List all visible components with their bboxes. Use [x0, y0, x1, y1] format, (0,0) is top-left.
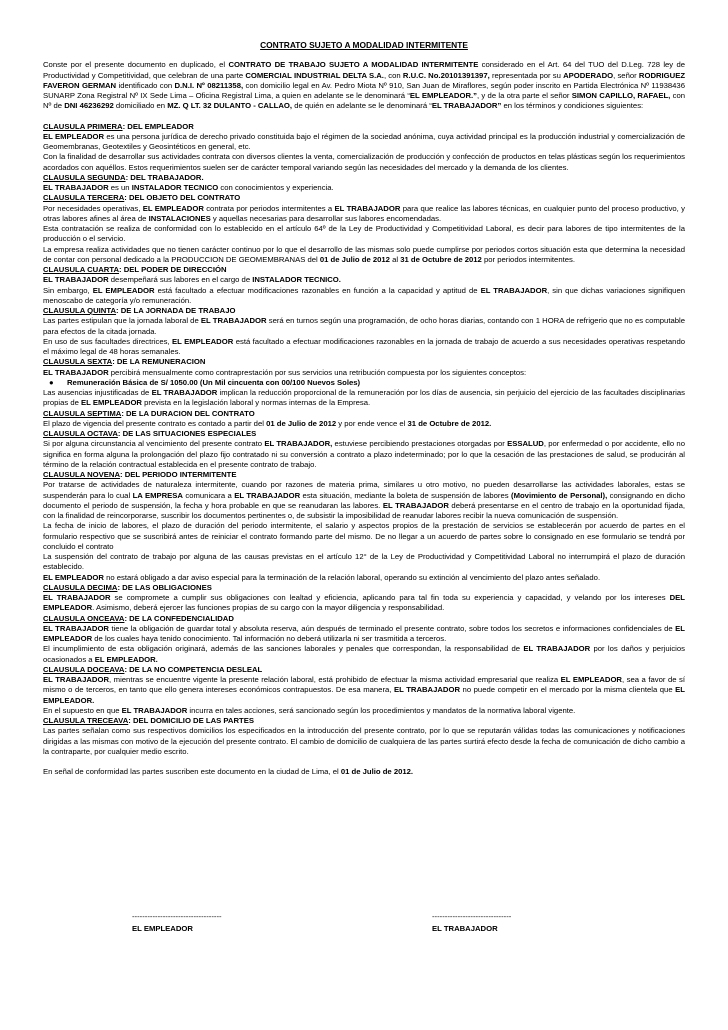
bold-text: APODERADO [563, 70, 614, 80]
text-run: con conocimientos y experiencia. [218, 183, 334, 192]
bold-text: INSTALACIONES [148, 213, 211, 223]
text-run: . Asimismo, deberá ejercer las funciones propias de su cargo con la mayor diligencia y responsabilidad. [92, 603, 445, 613]
text-run: , y de la otra parte el señor [476, 91, 572, 100]
clause-label: CLAUSULA TRECEAVA [43, 716, 129, 725]
clause-title: : DEL PODER DE DIRECCIÓN [119, 265, 227, 274]
clause-label: CLAUSULA SEGUNDA [43, 172, 126, 182]
bold-text: EL EMPLEADOR [172, 336, 234, 346]
clause-title: : DE LA CONFEDENCIALIDAD [124, 613, 234, 623]
bold-text: LA EMPRESA [132, 490, 183, 500]
signature-line: ----------------------------------- [132, 912, 222, 921]
text-run: En uso de sus facultades directrices, [43, 336, 173, 346]
clause-heading [43, 173, 685, 183]
bullet-text: Remuneración Básica de S/ 1050.00 (Un Mil cincuenta con 00/100 Nuevos Soles) [67, 377, 361, 387]
bold-text: EL EMPLEADOR [142, 203, 204, 213]
clause-paragraph [43, 593, 685, 614]
bold-text: EL EMPLEADOR.” [409, 91, 477, 100]
text-run: y aquellas necesarias para desarrollar sus labores encomendadas. [210, 213, 442, 223]
bold-text: 01 de Julio de 2012. [340, 767, 414, 776]
bold-text: EL TRABAJADOR, [264, 439, 333, 449]
clause-paragraph [43, 706, 685, 716]
text-run: contrata por periodos intermitentes a [203, 203, 335, 213]
signature-employer [132, 912, 222, 933]
text-run: se compromete a cumplir sus obligaciones con lealtad y eficiencia, aplicando para tal fin toda su experiencia y capacidad, y velando por los intereses [110, 593, 670, 602]
bold-text: SIMON CAPILLO, RAFAEL, [571, 91, 671, 100]
clause-paragraph [43, 245, 685, 266]
bold-text: R.U.C. No.20101391397, [402, 70, 490, 80]
bold-text: EL TRABAJADOR [43, 593, 111, 602]
text-run: incurra en tales acciones, será sancionado según los procedimientos y mandatos de la normativa laboral vigente. [187, 705, 576, 715]
text-run: será en turnos según una programación, de ocho horas diarias, contando con 1 HORA de refrigerio que no es computable para efectos de la citada jornada. [43, 316, 686, 336]
clause-paragraph [43, 573, 685, 583]
text-run: de quién en adelante se le denominará “ [292, 101, 432, 111]
bold-text: EL TRABAJADOR” [431, 101, 502, 111]
clause-label: CLAUSULA OCTAVA [43, 429, 118, 438]
bold-text: 01 de Julio de 2012 [319, 254, 390, 264]
clause-title: : DE LA REMUNERACION [112, 357, 206, 367]
clause-paragraph [43, 480, 685, 521]
text-run: es un [108, 183, 132, 192]
clause-paragraph [43, 183, 685, 193]
clause-label: CLAUSULA CUARTA [43, 265, 120, 274]
clause-heading [43, 665, 685, 675]
text-run: identificado con [116, 80, 175, 90]
clause-paragraph [43, 624, 685, 645]
bold-text: EL TRABAJADOR [43, 183, 109, 192]
bold-text: EL TRABAJADOR [43, 367, 109, 377]
clause-paragraph [43, 439, 685, 470]
clause-paragraph [43, 552, 685, 573]
text-run: de los cuales haya tenido conocimiento. Tal información no deberá utilizarla ni ser trasmitida a terceros. [92, 634, 447, 643]
text-run: desempeñará sus labores en el cargo de [108, 275, 253, 285]
text-run: Por tratarse de actividades de naturaleza intermitente, cuando por razones de materia prima, similares u otro motivo, no pueden desarrollarse las actividades laborales, estas se suspenderán para lo cual [43, 480, 685, 500]
text-run: deberá presentarse en el centro de trabajo en la oportunidad fijada, con la finalidad de reincorporarse, suscribir los documentos pertinentes o, de subsistir la imposibilidad de reanudar labores recibir la nueva comunicación de suspensión. [43, 500, 685, 520]
text-run: y por ende vence el [336, 418, 408, 428]
clause-paragraph [43, 337, 685, 358]
text-run: comunicara a [182, 490, 235, 500]
clause-paragraph [43, 132, 685, 153]
contract-page [43, 40, 685, 777]
clause-label: CLAUSULA TERCERA [43, 193, 125, 203]
bold-text: EL EMPLEADOR [43, 623, 685, 643]
text-run: Las partes señalan como sus respectivos domicilios los especificados en la introducción del presente contrato, por lo que se reputarán válidas todas las comunicaciones y notificaciones dirigidas a las mismas con motivo de la ejecución del presente contrato. El cambio de domicilio de cualquiera de las partes surtirá efecto desde la fecha de comunicación de dicho cambio a la contraparte, por cualquier medio escrito. [43, 726, 685, 756]
bold-text: MZ. Q LT. 32 DULANTO - CALLAO, [167, 101, 293, 111]
bold-text: ESSALUD [507, 439, 544, 449]
clause-heading [43, 122, 685, 132]
clause-paragraph [43, 521, 685, 552]
bold-text: EL TRABAJADOR [200, 316, 267, 326]
closing-paragraph [43, 767, 685, 777]
text-run: no puede competir en el mercado por la misma clientela que [460, 685, 676, 695]
clause-paragraph [43, 286, 685, 307]
bold-text: EL EMPLEADOR [92, 285, 155, 295]
document-title: CONTRATO SUJETO A MODALIDAD INTERMITENTE [260, 40, 468, 50]
clause-title: : DE LA NO COMPETENCIA DESLEAL [124, 664, 263, 674]
text-run: esta situación, mediante la boleta de suspensión de labores [300, 490, 512, 500]
bold-text: INSTALADOR TECNICO. [252, 275, 341, 285]
text-run: , por enfermedad o por accidente, ello no significa en forma alguna la prolongación del plazo fijo contratado ni su conversión a contrato a plazo indeterminado; por lo que la cesación de las prestaciones de salud, se producirán al término de la relación contractual establecida en el presente contrato de trabajo. [43, 439, 685, 469]
signature-label: EL EMPLEADOR [132, 924, 193, 933]
text-run: implican la reducción proporcional de la remuneración por los días de ausencia, sin perjuicio del ejercicio de las facultades disciplinarias propias de [43, 388, 685, 408]
clause-label: CLAUSULA DOCEAVA [43, 664, 125, 674]
bold-text: DEL EMPLEADOR [43, 593, 685, 613]
bold-text: 01 de Julio de 2012 [266, 418, 337, 428]
bold-text: EL TRABAJADOR [480, 285, 548, 295]
text-run: considerado en el Art. 64 del TUO del D.Leg. 728 ley de Productividad y Competitividad, que celebran de una parte [43, 60, 686, 80]
clause-label: CLAUSULA SEPTIMA [43, 408, 122, 418]
bold-text: D.N.I. Nº 08211358, [174, 80, 244, 90]
clause-heading [43, 716, 685, 726]
clause-title: : DE LAS SITUACIONES ESPECIALES [117, 429, 257, 438]
bold-text: 31 de Octubre de 2012 [400, 254, 482, 264]
text-run: Conste por el presente documento en duplicado, el [43, 60, 229, 70]
text-run: , sea a favor de sí mismo o de terceros, en tanto que ello genera intereses económicos contrapuestos. De esa manera, [43, 675, 685, 695]
clause-label: CLAUSULA NOVENA [43, 470, 121, 479]
clause-paragraph [43, 316, 685, 337]
clause-title: : DE LAS OBLIGACIONES [117, 582, 212, 592]
clause-paragraph [43, 368, 685, 378]
clause-paragraph [43, 726, 685, 757]
bold-text: EL EMPLEADOR [43, 131, 105, 141]
clause-label: CLAUSULA PRIMERA [43, 121, 123, 131]
bold-text: EL TRABAJADOR [393, 685, 461, 695]
clause-heading [43, 357, 685, 367]
clause-paragraph [43, 204, 685, 225]
clause-heading [43, 583, 685, 593]
text-run: La suspensión del contrato de trabajo por alguna de las causas previstas en el artículo 12° de la Ley de Productividad y Competitividad Laboral no interrumpirá el plazo de duración establecido. [43, 552, 685, 572]
text-run: , sin que dichas variaciones signifiquen menoscabo de categoría y/o remuneración. [43, 285, 685, 305]
bold-text: EL EMPLEADOR. [43, 685, 685, 705]
text-run: El plazo de vigencia del presente contrato es contado a partir del [43, 418, 267, 428]
bold-text: EL TRABAJADOR [43, 623, 109, 633]
clause-title: : DEL OBJETO DEL CONTRATO [124, 193, 241, 203]
bold-text: EL EMPLEADOR [81, 398, 142, 408]
text-run: Sin embargo, [43, 285, 93, 295]
clause-title: : DEL PERIODO INTERMITENTE [120, 470, 237, 479]
clause-heading [43, 470, 685, 480]
clause-paragraph [43, 224, 685, 245]
clause-heading [43, 429, 685, 439]
clause-paragraph [43, 644, 685, 665]
text-run: , con [383, 70, 403, 80]
text-run: consignando en dicho documento el periodo de suspensión, la fecha y hora probable en que se reanudaran las labores. [43, 490, 686, 510]
text-run: está facultado a efectuar modificaciones razonables en la jornada de trabajo de acuerdo a sus necesidades operativas respetando el máximo legal de 48 horas semanales. [43, 336, 686, 356]
text-run: El incumplimiento de esta obligación originará, además de las sanciones laborales y penales que correspondan, la responsabilidad de [43, 644, 524, 654]
clause-heading [43, 614, 685, 624]
bullet-item [43, 378, 685, 388]
text-run: tiene la obligación de guardar total y absoluta reserva, aún después de terminado el presente contrato, sobre todos los secretos e informaciones confidenciales de [108, 623, 676, 633]
text-run: está facultado a efectuar modificaciones razonables en función a la capacidad y aptitud de [154, 285, 481, 295]
bullet-icon: ● [49, 377, 54, 387]
clause-paragraph [43, 419, 685, 429]
signature-line: ------------------------------- [432, 912, 512, 921]
text-run: Por necesidades operativas, [43, 203, 143, 213]
bold-text: 31 de Octubre de 2012. [407, 418, 492, 428]
text-run: es una persona jurídica de derecho privado constituida bajo el régimen de la sociedad anónima, cuya actividad principal es la producción industrial y comercialización de Geomembranas, Geotextiles y Geosintéticos en general, etc. [43, 131, 686, 151]
text-run: La empresa realiza actividades que no tienen carácter continuo por lo que el desarrollo de las mismas solo puede cumplirse por periodos cortos situación esta que determina la necesidad de contar con personal dedicado a la PRODUCCION DE GEOMEMBRANAS del [43, 244, 685, 264]
bold-text: EL TRABAJADOR [151, 388, 218, 397]
text-run: al [389, 254, 401, 264]
text-run: por periodos intermitentes. [481, 254, 575, 264]
text-run: por los daños y perjuicios ocasionados a [43, 644, 685, 664]
clause-label: CLAUSULA ONCEAVA [43, 613, 125, 623]
clause-title: : DEL EMPLEADOR [122, 121, 194, 131]
bold-text: EL TRABAJADOR [382, 500, 449, 510]
bold-text: EL EMPLEADOR. [94, 654, 158, 664]
text-run: , mientras se encuentre vigente la presente relación laboral, está prohibido de efectuar la misma actividad empresarial que realiza [109, 675, 561, 684]
text-run: En señal de conformidad las partes suscriben este documento en la ciudad de Lima, el [43, 767, 341, 776]
bold-text: EL TRABAJADOR [234, 490, 301, 500]
clause-paragraph [43, 275, 685, 285]
text-run: Las ausencias injustificadas de [43, 388, 152, 397]
text-run: Si por alguna circunstancia al vencimiento del presente contrato [43, 439, 265, 449]
bold-text: EL TRABAJADOR [43, 675, 110, 684]
bold-text: EL EMPLEADOR [560, 675, 622, 684]
text-run: La fecha de inicio de labores, el plazo de duración del periodo intermitente, el salario y aspectos propios de la prestación de servicios se establecerán por acuerdo de partes en el formulario respectivo que se suscribirá antes de reiniciar el contrato formando parte del mismo. De no llegar a un acuerdo de partes sobre lo consignado en ese formulario se tendrá por concluido el contrato [43, 521, 685, 551]
bold-text: EL TRABAJADOR [334, 203, 401, 213]
bold-text: DNI 46236292 [64, 101, 114, 111]
text-run: no estará obligado a dar aviso especial para la terminación de la relación laboral, operando su extinción al vencimiento del plazo antes señalado. [103, 572, 601, 582]
clause-label: CLAUSULA DECIMA [43, 582, 118, 592]
text-run: representada por su [489, 70, 564, 80]
bold-text: EL TRABAJADOR [121, 705, 188, 715]
clause-heading [43, 265, 685, 275]
text-run: con Nº de [43, 91, 686, 111]
clause-heading [43, 409, 685, 419]
text-run: con domicilio legal en Av. Pedro Miota Nº 910, San Juan de Miraflores, según poder inscrito en Partida Electrónica Nº 11938436 SUNARP Zona Registral Nº IX Sede Lima – Oficina Registral Lima, a quien en adelante se le denominará “ [43, 80, 685, 100]
text-run: , señor [613, 70, 639, 80]
text-run: En el supuesto en que [43, 705, 122, 715]
bold-text: (Movimiento de Personal), [511, 490, 608, 500]
text-run: Con la finalidad de desarrollar sus actividades contrata con diversos clientes la venta, comercialización de producción y confección de productos en telas plásticas según los requerimientos acordados con aquéllos. Estos requerimientos suelen ser de carácter temporal variando según las necesidades del mercado y la demanda de los clientes. [43, 152, 685, 172]
clause-label: CLAUSULA QUINTA [43, 306, 117, 315]
clause-title: : DE LA DURACION DEL CONTRATO [121, 408, 255, 418]
clause-title: : DE LA JORNADA DE TRABAJO [116, 306, 236, 315]
clauses-container [43, 122, 685, 758]
signature-worker [432, 912, 511, 933]
text-run: estuviese percibiendo prestaciones otorgadas por [332, 439, 508, 449]
clause-heading [43, 306, 685, 316]
text-run: para que realice las labores técnicas, en cualquier punto del proceso productivo, y otras labores afines al área de [43, 203, 685, 223]
intro-paragraph [43, 60, 685, 111]
clause-title: : DEL TRABAJADOR. [125, 172, 204, 182]
text-run: Las partes estipulan que la jornada laboral de [43, 316, 201, 326]
text-run: en los términos y condiciones siguientes: [501, 101, 644, 111]
clause-paragraph [43, 388, 685, 409]
clause-label: CLAUSULA SEXTA [43, 357, 113, 367]
text-run: Esta contratación se realiza de conformidad con lo establecido en el artículo 64º de la Ley de Productividad y Competitividad Laboral, es decir para labores de tipo intermitentes de la producción o el servicio. [43, 224, 685, 244]
signature-label: EL TRABAJADOR [432, 924, 498, 933]
bold-text: CONTRATO DE TRABAJO SUJETO A MODALIDAD INTERMITENTE [228, 60, 479, 70]
clause-paragraph [43, 675, 685, 706]
bold-text: EL TRABAJADOR [43, 275, 109, 285]
bold-text: INSTALADOR TECNICO [131, 183, 219, 192]
clause-heading [43, 193, 685, 203]
text-run: percibirá mensualmente como contraprestación por sus servicios una retribución compuesta por los siguientes conceptos: [108, 367, 527, 377]
bold-text: EL TRABAJADOR [523, 644, 591, 654]
text-run: domiciliado en [113, 101, 168, 111]
bold-text: EL EMPLEADOR [43, 572, 104, 582]
clause-paragraph [43, 152, 685, 173]
bold-text: RODRIGUEZ FAVERON GERMAN [43, 70, 686, 90]
text-run: prevista en la legislación laboral y normas internas de la Empresa. [141, 398, 371, 408]
bold-text: COMERCIAL INDUSTRIAL DELTA S.A. [245, 70, 384, 80]
clause-title: : DEL DOMICILIO DE LAS PARTES [128, 716, 254, 725]
